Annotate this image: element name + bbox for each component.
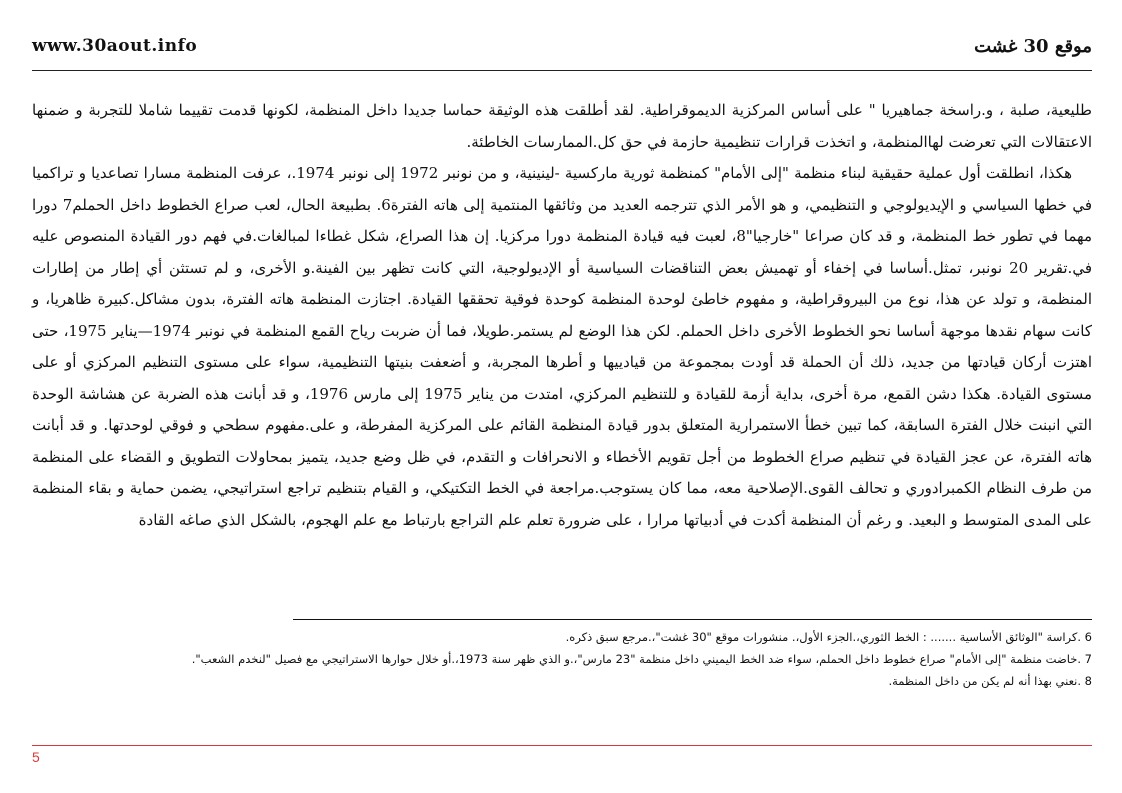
body-paragraph: هكذا، انطلقت أول عملية حقيقية لبناء منظمة "إلى الأمام" كمنظمة ثورية ماركسية -لينينية، و من نونبر 1972 إلى نونبر 1974.، عرفت المنظمة مسارا تصاعديا و تراكميا في خطها السياسي و الإيديولوجي و التنظيمي، و هو الأمر الذي تترجمه العديد من وثائقها المنتمية إلى هاته الفترة6. بطبيعة الحال، لعب صراع الخطوط داخل الحملم7 دورا مهما في تطور خط المنظمة، و قد كان صراعا "خارجيا"8، لعبت فيه قيادة المنظمة دورا مركزيا. إن هذا الصراع، شكل غطاءا لمبالغات.في فهم دور القيادة المنصوص عليه في.تقرير 20 نونبر، تمثل.أساسا في إخفاء أو تهميش بعض التناقضات السياسية أو الإديولوجية، التي كانت تظهر بين الفينة.و الأخرى، و لم تستثن أي إطار من إطارات المنظمة، و تولد عن هذا، نوع من البيروقراطية، و مفهوم خاطئ لوحدة المنظمة كوحدة فوقية تحققها القيادة. اجتازت المنظمة هاته الفترة، بدون مشاكل.كبيرة ظاهريا، و كانت سهام نقدها موجهة أساسا نحو الخطوط الأخرى داخل الحملم. لكن هذا الوضع لم يستمر.طويلا، فما أن ضربت رياح القمع المنظمة في نونبر 1974—يناير 1975، حتى اهتزت أركان قيادتها من جديد، ذلك أن الحملة قد أودت بمجموعة من قيادييها و أطرها المجربة، و أضعفت بنيتها التنظيمية، سواء على مستوى التنظيم المركزي أو على مستوى القيادة. هكذا دشن القمع، مرة أخرى، بداية أزمة للقيادة و للتنظيم المركزي، امتدت من يناير 1975 إلى مارس 1976، و قد أبانت هذه الضربة عن هشاشة الوحدة التي انبنت خلال الفترة السابقة، كما تبين خطأ الاستمرارية المتعلق بدور قيادة المنظمة القائم على المركزية المفرطة، و على.مفهوم سطحي و فوقي لوحدتها. و قد أبانت هاته الفترة، عن عجز القيادة في تنظيم صراع الخطوط من أجل تقويم الأخطاء و الانحرافات و التقدم، في ظل وضع جديد، يتميز بمحاولات التطويق و القضاء على المنظمة من طرف النظام الكمبرادوري و تحالف القوى.الإصلاحية معه، مما كان يستوجب.مراجعة في الخط التكتيكي، و القيام بتنظيم تراجع استراتيجي، يضمن حماية و بقاء المنظمة على المدى المتوسط و البعيد. و رغم أن المنظمة أكدت في أدبياتها مرارا ، على ضرورة تعلم علم التراجع بارتباط مع علم الهجوم، بالشكل الذي صاغه القادة <box>32 164 1093 529</box>
footnote-divider <box>293 619 1092 620</box>
footnote-7: 7 .خاضت منظمة "إلى الأمام" صراع خطوط داخل الحملم، سواء ضد الخط اليميني داخل منظمة "23 مارس"،.و الذي ظهر سنة 1973،.أو خلال حوارها الاستراتيجي مع فصيل "لنخدم الشعب". <box>191 652 1092 666</box>
page-number: 5 <box>32 749 40 765</box>
footnote-8: 8 .نعني بهذا أنه لم يكن من داخل المنظمة. <box>888 674 1092 688</box>
page-header <box>32 34 1092 68</box>
body-paragraph: طليعية، صلبة ، و.راسخة جماهيريا " على أساس المركزية الديموقراطية. لقد أطلقت هذه الوثيقة حماسا جديدا داخل المنظمة، لكونها قدمت تقييما شاملا للتجربة و ضمنها الاعتقالات التي تعرضت لهاالمنظمة، و اتخذت قرارات تنظيمية حازمة في حق كل.الممارسات الخاطئة. <box>32 101 1092 151</box>
site-title: موقع 30 غشت <box>974 36 1092 57</box>
article-body <box>32 95 1092 536</box>
footnote-6: 6 .كراسة "الوثائق الأساسية ....... : الخط الثوري،.الجزء الأول،. منشورات موقع "30 غشت"،.مرجع سبق ذكره. <box>565 630 1092 644</box>
site-url: www.30aout.info <box>32 36 198 56</box>
footnotes <box>32 626 1092 692</box>
header-divider <box>32 70 1092 71</box>
footer-divider <box>32 745 1092 746</box>
